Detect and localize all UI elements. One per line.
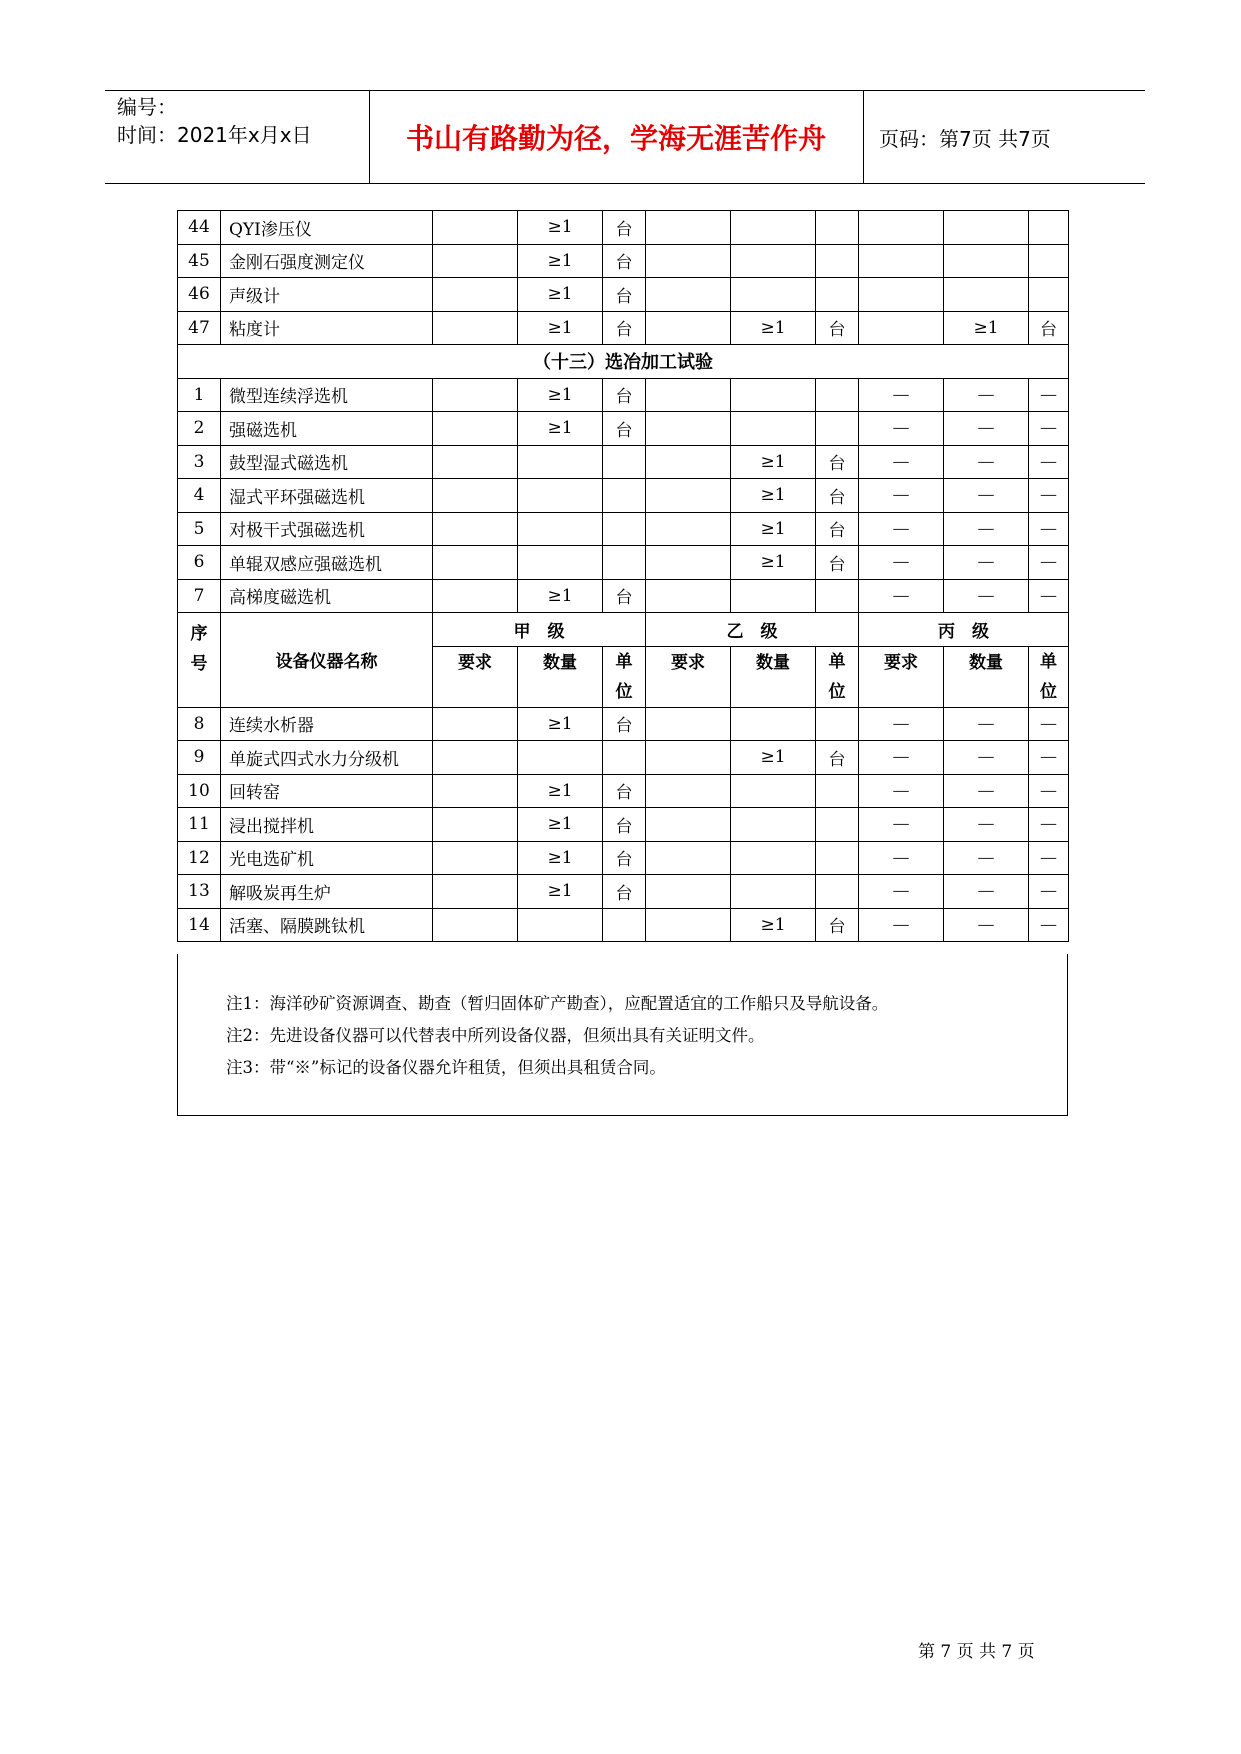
table-row (178, 445, 1069, 479)
row-seq: 14 (178, 908, 221, 942)
cell-grade-b-qty (731, 278, 816, 312)
cell-grade-c-req: — (859, 741, 944, 775)
cell-grade-b-req (646, 311, 731, 345)
cell-grade-b-qty (731, 244, 816, 278)
cell-grade-c-req: — (859, 841, 944, 875)
cell-grade-a-unit (603, 479, 646, 513)
header-grade-c: 丙 级 (859, 613, 1069, 647)
cell-grade-b-qty (731, 412, 816, 446)
cell-grade-b-unit: 台 (816, 311, 859, 345)
cell-grade-b-req (646, 707, 731, 741)
cell-grade-c-unit: — (1029, 908, 1069, 942)
cell-grade-a-req (433, 479, 518, 513)
cell-grade-c-unit: — (1029, 512, 1069, 546)
cell-grade-c-unit: — (1029, 774, 1069, 808)
row-seq: 5 (178, 512, 221, 546)
cell-grade-b-unit (816, 412, 859, 446)
row-seq: 10 (178, 774, 221, 808)
cell-grade-c-qty: — (944, 579, 1029, 613)
cell-grade-a-req (433, 412, 518, 446)
cell-grade-a-qty: ≥1 (518, 841, 603, 875)
cell-grade-a-unit: 台 (603, 774, 646, 808)
cell-grade-b-qty: ≥1 (731, 741, 816, 775)
table-row (178, 875, 1069, 909)
row-seq: 46 (178, 278, 221, 312)
row-seq: 3 (178, 445, 221, 479)
header-motto: 书山有路勤为径，学海无涯苦作舟 (405, 122, 826, 155)
header-meta (117, 93, 367, 149)
table-row (178, 546, 1069, 580)
cell-grade-b-qty: ≥1 (731, 512, 816, 546)
cell-grade-a-unit: 台 (603, 311, 646, 345)
header-req: 要求 (646, 646, 731, 707)
cell-grade-c-qty: — (944, 378, 1029, 412)
cell-grade-b-req (646, 412, 731, 446)
cell-grade-a-qty: ≥1 (518, 579, 603, 613)
header-seq: 序号 (178, 613, 221, 708)
table-row (178, 512, 1069, 546)
cell-grade-b-qty (731, 211, 816, 245)
table-row (178, 278, 1069, 312)
cell-grade-c-unit: — (1029, 808, 1069, 842)
table-row (178, 211, 1069, 245)
cell-grade-a-unit: 台 (603, 875, 646, 909)
notes-box (177, 954, 1068, 1116)
table-row (178, 378, 1069, 412)
cell-grade-c-unit: — (1029, 412, 1069, 446)
cell-grade-a-qty (518, 908, 603, 942)
cell-grade-b-req (646, 278, 731, 312)
row-equipment-name: 声级计 (221, 278, 433, 312)
cell-grade-c-qty: — (944, 841, 1029, 875)
cell-grade-b-req (646, 378, 731, 412)
cell-grade-c-unit (1029, 211, 1069, 245)
cell-grade-a-qty: ≥1 (518, 211, 603, 245)
header-qty: 数量 (944, 646, 1029, 707)
cell-grade-a-req (433, 546, 518, 580)
cell-grade-a-req (433, 908, 518, 942)
table-row (178, 707, 1069, 741)
cell-grade-b-unit: 台 (816, 445, 859, 479)
header-divider (863, 91, 864, 183)
cell-grade-b-qty (731, 707, 816, 741)
cell-grade-a-unit: 台 (603, 808, 646, 842)
cell-grade-b-qty (731, 774, 816, 808)
cell-grade-c-unit: — (1029, 445, 1069, 479)
equipment-table (177, 210, 1069, 942)
row-seq: 7 (178, 579, 221, 613)
row-equipment-name: 回转窑 (221, 774, 433, 808)
row-seq: 47 (178, 311, 221, 345)
row-seq: 4 (178, 479, 221, 513)
table-row (178, 311, 1069, 345)
cell-grade-c-req: — (859, 875, 944, 909)
cell-grade-b-req (646, 244, 731, 278)
cell-grade-c-req: — (859, 579, 944, 613)
cell-grade-c-qty (944, 244, 1029, 278)
cell-grade-a-req (433, 841, 518, 875)
table-body-bottom (178, 707, 1069, 942)
cell-grade-c-req: — (859, 412, 944, 446)
cell-grade-c-qty (944, 211, 1029, 245)
table-row (178, 774, 1069, 808)
cell-grade-c-unit: — (1029, 378, 1069, 412)
cell-grade-c-unit: — (1029, 741, 1069, 775)
note-2: 注2：先进设备仪器可以代替表中所列设备仪器，但须出具有关证明文件。 (226, 1026, 765, 1045)
cell-grade-a-req (433, 278, 518, 312)
cell-grade-c-unit: — (1029, 841, 1069, 875)
cell-grade-a-req (433, 512, 518, 546)
cell-grade-c-req: — (859, 479, 944, 513)
cell-grade-b-req (646, 445, 731, 479)
cell-grade-a-unit (603, 741, 646, 775)
row-seq: 45 (178, 244, 221, 278)
cell-grade-a-unit: 台 (603, 579, 646, 613)
cell-grade-b-unit (816, 211, 859, 245)
table-row (178, 412, 1069, 446)
cell-grade-b-unit: 台 (816, 479, 859, 513)
cell-grade-c-req: — (859, 445, 944, 479)
row-equipment-name: 连续水析器 (221, 707, 433, 741)
header-grade-b: 乙 级 (646, 613, 859, 647)
cell-grade-b-unit (816, 774, 859, 808)
table-row (178, 579, 1069, 613)
row-seq: 1 (178, 378, 221, 412)
header-page-label: 页码：第7页 共7页 (879, 126, 1051, 151)
table-row (178, 908, 1069, 942)
cell-grade-a-req (433, 244, 518, 278)
cell-grade-b-req (646, 875, 731, 909)
cell-grade-a-unit: 台 (603, 244, 646, 278)
cell-grade-b-unit (816, 841, 859, 875)
cell-grade-c-qty: — (944, 707, 1029, 741)
cell-grade-b-req (646, 512, 731, 546)
cell-grade-b-req (646, 479, 731, 513)
row-seq: 11 (178, 808, 221, 842)
cell-grade-b-unit (816, 278, 859, 312)
header-req: 要求 (433, 646, 518, 707)
row-equipment-name: 鼓型湿式磁选机 (221, 445, 433, 479)
row-equipment-name: 微型连续浮选机 (221, 378, 433, 412)
cell-grade-a-req (433, 808, 518, 842)
cell-grade-b-qty: ≥1 (731, 311, 816, 345)
header-req: 要求 (859, 646, 944, 707)
cell-grade-b-qty: ≥1 (731, 546, 816, 580)
note-1: 注1：海洋砂矿资源调查、勘查（暂归固体矿产勘查），应配置适宜的工作船只及导航设备。 (226, 994, 889, 1013)
cell-grade-b-unit: 台 (816, 512, 859, 546)
cell-grade-a-qty: ≥1 (518, 707, 603, 741)
cell-grade-b-req (646, 841, 731, 875)
cell-grade-c-unit (1029, 278, 1069, 312)
cell-grade-b-unit: 台 (816, 908, 859, 942)
cell-grade-b-qty (731, 579, 816, 613)
cell-grade-a-unit: 台 (603, 378, 646, 412)
header-unit: 单位 (1029, 646, 1069, 707)
row-equipment-name: 光电选矿机 (221, 841, 433, 875)
cell-grade-a-req (433, 579, 518, 613)
cell-grade-b-qty (731, 841, 816, 875)
cell-grade-a-unit (603, 546, 646, 580)
cell-grade-b-req (646, 211, 731, 245)
cell-grade-b-unit: 台 (816, 546, 859, 580)
cell-grade-a-qty (518, 741, 603, 775)
cell-grade-c-req (859, 211, 944, 245)
note-3: 注3：带“※”标记的设备仪器允许租赁，但须出具租赁合同。 (226, 1058, 666, 1077)
cell-grade-a-qty (518, 445, 603, 479)
table-row (178, 479, 1069, 513)
cell-grade-c-req (859, 278, 944, 312)
cell-grade-c-qty: — (944, 412, 1029, 446)
cell-grade-a-unit: 台 (603, 278, 646, 312)
cell-grade-c-unit: — (1029, 479, 1069, 513)
cell-grade-c-qty: — (944, 741, 1029, 775)
table-body-mid (178, 378, 1069, 613)
cell-grade-b-unit (816, 579, 859, 613)
cell-grade-b-req (646, 579, 731, 613)
cell-grade-c-unit: 台 (1029, 311, 1069, 345)
cell-grade-a-req (433, 211, 518, 245)
row-equipment-name: 单辊双感应强磁选机 (221, 546, 433, 580)
cell-grade-b-unit (816, 808, 859, 842)
cell-grade-c-unit: — (1029, 546, 1069, 580)
section-title: （十三）选冶加工试验 (178, 345, 1069, 379)
cell-grade-c-qty: — (944, 808, 1029, 842)
row-seq: 6 (178, 546, 221, 580)
row-seq: 13 (178, 875, 221, 909)
table-header-row (178, 613, 1069, 647)
time-label: 时间：2021年x月x日 (117, 123, 312, 147)
cell-grade-b-unit: 台 (816, 741, 859, 775)
cell-grade-c-req (859, 244, 944, 278)
cell-grade-a-req (433, 741, 518, 775)
cell-grade-a-unit (603, 512, 646, 546)
table-row (178, 244, 1069, 278)
row-equipment-name: 高梯度磁选机 (221, 579, 433, 613)
cell-grade-a-req (433, 311, 518, 345)
row-seq: 2 (178, 412, 221, 446)
cell-grade-c-qty: ≥1 (944, 311, 1029, 345)
serial-label: 编号： (117, 95, 177, 119)
cell-grade-a-unit (603, 908, 646, 942)
cell-grade-c-qty (944, 278, 1029, 312)
row-equipment-name: 粘度计 (221, 311, 433, 345)
cell-grade-b-unit (816, 875, 859, 909)
header-unit: 单位 (816, 646, 859, 707)
cell-grade-a-req (433, 774, 518, 808)
cell-grade-b-qty (731, 808, 816, 842)
row-seq: 9 (178, 741, 221, 775)
cell-grade-c-req: — (859, 908, 944, 942)
cell-grade-a-qty: ≥1 (518, 378, 603, 412)
header-qty: 数量 (518, 646, 603, 707)
cell-grade-a-req (433, 378, 518, 412)
cell-grade-c-qty: — (944, 445, 1029, 479)
section-row (178, 345, 1069, 379)
cell-grade-a-req (433, 875, 518, 909)
cell-grade-c-unit: — (1029, 579, 1069, 613)
cell-grade-b-req (646, 774, 731, 808)
cell-grade-a-unit: 台 (603, 412, 646, 446)
cell-grade-a-req (433, 707, 518, 741)
cell-grade-c-unit: — (1029, 707, 1069, 741)
cell-grade-a-qty (518, 512, 603, 546)
cell-grade-c-qty: — (944, 479, 1029, 513)
cell-grade-c-req (859, 311, 944, 345)
cell-grade-c-req: — (859, 378, 944, 412)
cell-grade-b-qty (731, 875, 816, 909)
cell-grade-c-req: — (859, 808, 944, 842)
cell-grade-b-req (646, 808, 731, 842)
cell-grade-a-qty: ≥1 (518, 278, 603, 312)
cell-grade-b-qty (731, 378, 816, 412)
header-unit: 单位 (603, 646, 646, 707)
cell-grade-a-qty: ≥1 (518, 808, 603, 842)
cell-grade-c-unit: — (1029, 875, 1069, 909)
row-equipment-name: 湿式平环强磁选机 (221, 479, 433, 513)
row-seq: 12 (178, 841, 221, 875)
cell-grade-a-qty: ≥1 (518, 244, 603, 278)
header-qty: 数量 (731, 646, 816, 707)
cell-grade-a-qty (518, 546, 603, 580)
cell-grade-a-qty: ≥1 (518, 412, 603, 446)
cell-grade-c-req: — (859, 707, 944, 741)
page-footer: 第 7 页 共 7 页 (918, 1642, 1035, 1662)
cell-grade-a-qty: ≥1 (518, 311, 603, 345)
cell-grade-b-qty: ≥1 (731, 479, 816, 513)
row-equipment-name: 强磁选机 (221, 412, 433, 446)
cell-grade-b-unit (816, 707, 859, 741)
row-equipment-name: 对极干式强磁选机 (221, 512, 433, 546)
cell-grade-b-req (646, 546, 731, 580)
cell-grade-b-unit (816, 244, 859, 278)
cell-grade-a-qty: ≥1 (518, 774, 603, 808)
cell-grade-c-req: — (859, 512, 944, 546)
cell-grade-a-unit: 台 (603, 841, 646, 875)
table-row (178, 808, 1069, 842)
page-header (105, 90, 1145, 184)
section-row-group (178, 345, 1069, 379)
cell-grade-c-req: — (859, 774, 944, 808)
cell-grade-c-qty: — (944, 546, 1029, 580)
header-divider (369, 91, 370, 183)
table-row (178, 741, 1069, 775)
cell-grade-b-qty: ≥1 (731, 908, 816, 942)
row-seq: 8 (178, 707, 221, 741)
row-equipment-name: 解吸炭再生炉 (221, 875, 433, 909)
cell-grade-a-unit: 台 (603, 707, 646, 741)
row-seq: 44 (178, 211, 221, 245)
cell-grade-c-qty: — (944, 774, 1029, 808)
row-equipment-name: 金刚石强度测定仪 (221, 244, 433, 278)
cell-grade-c-unit (1029, 244, 1069, 278)
header-grade-a: 甲 级 (433, 613, 646, 647)
cell-grade-a-unit: 台 (603, 211, 646, 245)
table-body-top (178, 211, 1069, 345)
table-row (178, 841, 1069, 875)
row-equipment-name: 活塞、隔膜跳钛机 (221, 908, 433, 942)
cell-grade-a-req (433, 445, 518, 479)
cell-grade-c-qty: — (944, 908, 1029, 942)
cell-grade-a-qty (518, 479, 603, 513)
table-header (178, 613, 1069, 708)
cell-grade-b-qty: ≥1 (731, 445, 816, 479)
cell-grade-c-qty: — (944, 512, 1029, 546)
cell-grade-b-req (646, 741, 731, 775)
header-name: 设备仪器名称 (221, 613, 433, 708)
row-equipment-name: QYI渗压仪 (221, 211, 433, 245)
cell-grade-c-qty: — (944, 875, 1029, 909)
cell-grade-a-unit (603, 445, 646, 479)
cell-grade-c-req: — (859, 546, 944, 580)
cell-grade-b-unit (816, 378, 859, 412)
row-equipment-name: 浸出搅拌机 (221, 808, 433, 842)
cell-grade-a-qty: ≥1 (518, 875, 603, 909)
cell-grade-b-req (646, 908, 731, 942)
row-equipment-name: 单旋式四式水力分级机 (221, 741, 433, 775)
